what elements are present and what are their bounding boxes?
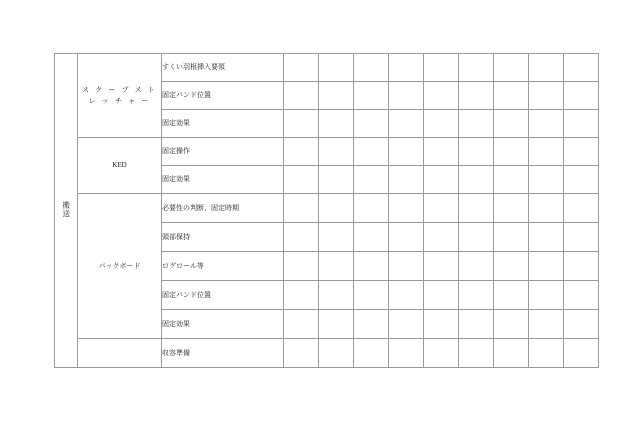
- mark-cell[interactable]: [459, 82, 494, 110]
- mark-cell[interactable]: [494, 252, 529, 281]
- mark-cell[interactable]: [319, 310, 354, 339]
- mark-cell[interactable]: [529, 138, 564, 166]
- mark-cell[interactable]: [424, 194, 459, 223]
- mark-cell[interactable]: [564, 194, 599, 223]
- section-label-cell: [55, 54, 78, 368]
- table-row: [55, 339, 599, 368]
- mark-cell[interactable]: [494, 110, 529, 138]
- mark-cell[interactable]: [424, 310, 459, 339]
- mark-cell[interactable]: [284, 310, 319, 339]
- item-label: 固定操作: [162, 138, 284, 166]
- mark-cell[interactable]: [284, 110, 319, 138]
- mark-cell[interactable]: [529, 110, 564, 138]
- table-row: [55, 138, 599, 166]
- group-label-cell-ked: [78, 138, 162, 194]
- item-label: 頭部保持: [162, 223, 284, 252]
- mark-cell[interactable]: [564, 281, 599, 310]
- mark-cell[interactable]: [424, 281, 459, 310]
- mark-cell[interactable]: [354, 223, 389, 252]
- checklist-table: [54, 53, 599, 368]
- mark-cell[interactable]: [284, 252, 319, 281]
- item-label: 固定効果: [162, 310, 284, 339]
- mark-cell[interactable]: [389, 281, 424, 310]
- mark-cell[interactable]: [319, 54, 354, 82]
- mark-cell[interactable]: [529, 194, 564, 223]
- mark-cell[interactable]: [354, 82, 389, 110]
- mark-cell[interactable]: [319, 252, 354, 281]
- mark-cell[interactable]: [459, 223, 494, 252]
- mark-cell[interactable]: [389, 194, 424, 223]
- mark-cell[interactable]: [494, 82, 529, 110]
- mark-cell[interactable]: [529, 223, 564, 252]
- mark-cell[interactable]: [319, 138, 354, 166]
- mark-cell[interactable]: [424, 110, 459, 138]
- mark-cell[interactable]: [564, 138, 599, 166]
- mark-cell[interactable]: [529, 339, 564, 368]
- group-label-line-2: レ ッ チ ャ ー: [88, 96, 151, 105]
- mark-cell[interactable]: [389, 54, 424, 82]
- mark-cell[interactable]: [529, 166, 564, 194]
- item-label: すくい羽根挿入要領: [162, 54, 284, 82]
- mark-cell[interactable]: [459, 54, 494, 82]
- mark-cell[interactable]: [284, 166, 319, 194]
- mark-cell[interactable]: [494, 166, 529, 194]
- mark-cell[interactable]: [494, 339, 529, 368]
- mark-cell[interactable]: [494, 281, 529, 310]
- item-label: 収容準備: [162, 339, 284, 368]
- mark-cell[interactable]: [354, 281, 389, 310]
- item-label: 固定効果: [162, 110, 284, 138]
- mark-cell[interactable]: [284, 339, 319, 368]
- mark-cell[interactable]: [354, 339, 389, 368]
- mark-cell[interactable]: [389, 138, 424, 166]
- mark-cell[interactable]: [319, 281, 354, 310]
- group-label-cell-backboard: [78, 194, 162, 339]
- mark-cell[interactable]: [564, 223, 599, 252]
- mark-cell[interactable]: [494, 138, 529, 166]
- mark-cell[interactable]: [459, 310, 494, 339]
- item-label: 必要性の判断、固定時期: [162, 194, 284, 223]
- mark-cell[interactable]: [319, 110, 354, 138]
- mark-cell[interactable]: [424, 252, 459, 281]
- mark-cell[interactable]: [459, 252, 494, 281]
- mark-cell[interactable]: [529, 252, 564, 281]
- item-label: 固定バンド位置: [162, 281, 284, 310]
- mark-cell[interactable]: [284, 281, 319, 310]
- item-label: 固定効果: [162, 166, 284, 194]
- mark-cell[interactable]: [319, 194, 354, 223]
- mark-cell[interactable]: [389, 252, 424, 281]
- mark-cell[interactable]: [459, 194, 494, 223]
- mark-cell[interactable]: [564, 54, 599, 82]
- table-row: [55, 194, 599, 223]
- mark-cell[interactable]: [284, 194, 319, 223]
- mark-cell[interactable]: [389, 223, 424, 252]
- mark-cell[interactable]: [424, 54, 459, 82]
- mark-cell[interactable]: [354, 194, 389, 223]
- mark-cell[interactable]: [564, 82, 599, 110]
- mark-cell[interactable]: [319, 166, 354, 194]
- mark-cell[interactable]: [494, 223, 529, 252]
- group-label-line-1: バックボード: [98, 261, 141, 270]
- mark-cell[interactable]: [354, 110, 389, 138]
- mark-cell[interactable]: [319, 339, 354, 368]
- mark-cell[interactable]: [459, 110, 494, 138]
- mark-cell[interactable]: [564, 110, 599, 138]
- table-row: [55, 54, 599, 82]
- mark-cell[interactable]: [529, 54, 564, 82]
- mark-cell[interactable]: [389, 339, 424, 368]
- mark-cell[interactable]: [459, 281, 494, 310]
- mark-cell[interactable]: [459, 138, 494, 166]
- mark-cell[interactable]: [319, 82, 354, 110]
- mark-cell[interactable]: [494, 194, 529, 223]
- mark-cell[interactable]: [354, 252, 389, 281]
- group-label-line-1: ス ク ー プ ス ト: [82, 86, 157, 94]
- mark-cell[interactable]: [284, 223, 319, 252]
- mark-cell[interactable]: [494, 54, 529, 82]
- group-label-line-1: KED: [112, 161, 127, 170]
- item-label: ログロール等: [162, 252, 284, 281]
- mark-cell[interactable]: [389, 110, 424, 138]
- mark-cell[interactable]: [389, 166, 424, 194]
- mark-cell[interactable]: [529, 82, 564, 110]
- mark-cell[interactable]: [319, 223, 354, 252]
- mark-cell[interactable]: [424, 223, 459, 252]
- mark-cell[interactable]: [284, 138, 319, 166]
- group-label-cell-blank: [78, 339, 162, 368]
- mark-cell[interactable]: [424, 166, 459, 194]
- mark-cell[interactable]: [529, 281, 564, 310]
- mark-cell[interactable]: [389, 310, 424, 339]
- mark-cell[interactable]: [354, 166, 389, 194]
- mark-cell[interactable]: [354, 138, 389, 166]
- mark-cell[interactable]: [424, 138, 459, 166]
- section-label: 搬送: [61, 200, 71, 218]
- mark-cell[interactable]: [459, 166, 494, 194]
- mark-cell[interactable]: [354, 310, 389, 339]
- mark-cell[interactable]: [424, 82, 459, 110]
- mark-cell[interactable]: [284, 82, 319, 110]
- mark-cell[interactable]: [564, 166, 599, 194]
- mark-cell[interactable]: [354, 54, 389, 82]
- mark-cell[interactable]: [494, 310, 529, 339]
- mark-cell[interactable]: [459, 339, 494, 368]
- mark-cell[interactable]: [564, 252, 599, 281]
- mark-cell[interactable]: [389, 82, 424, 110]
- mark-cell[interactable]: [424, 339, 459, 368]
- group-label-cell-scoop-stretcher: [78, 54, 162, 138]
- mark-cell[interactable]: [529, 310, 564, 339]
- mark-cell[interactable]: [564, 339, 599, 368]
- mark-cell[interactable]: [284, 54, 319, 82]
- mark-cell[interactable]: [564, 310, 599, 339]
- item-label: 固定バンド位置: [162, 82, 284, 110]
